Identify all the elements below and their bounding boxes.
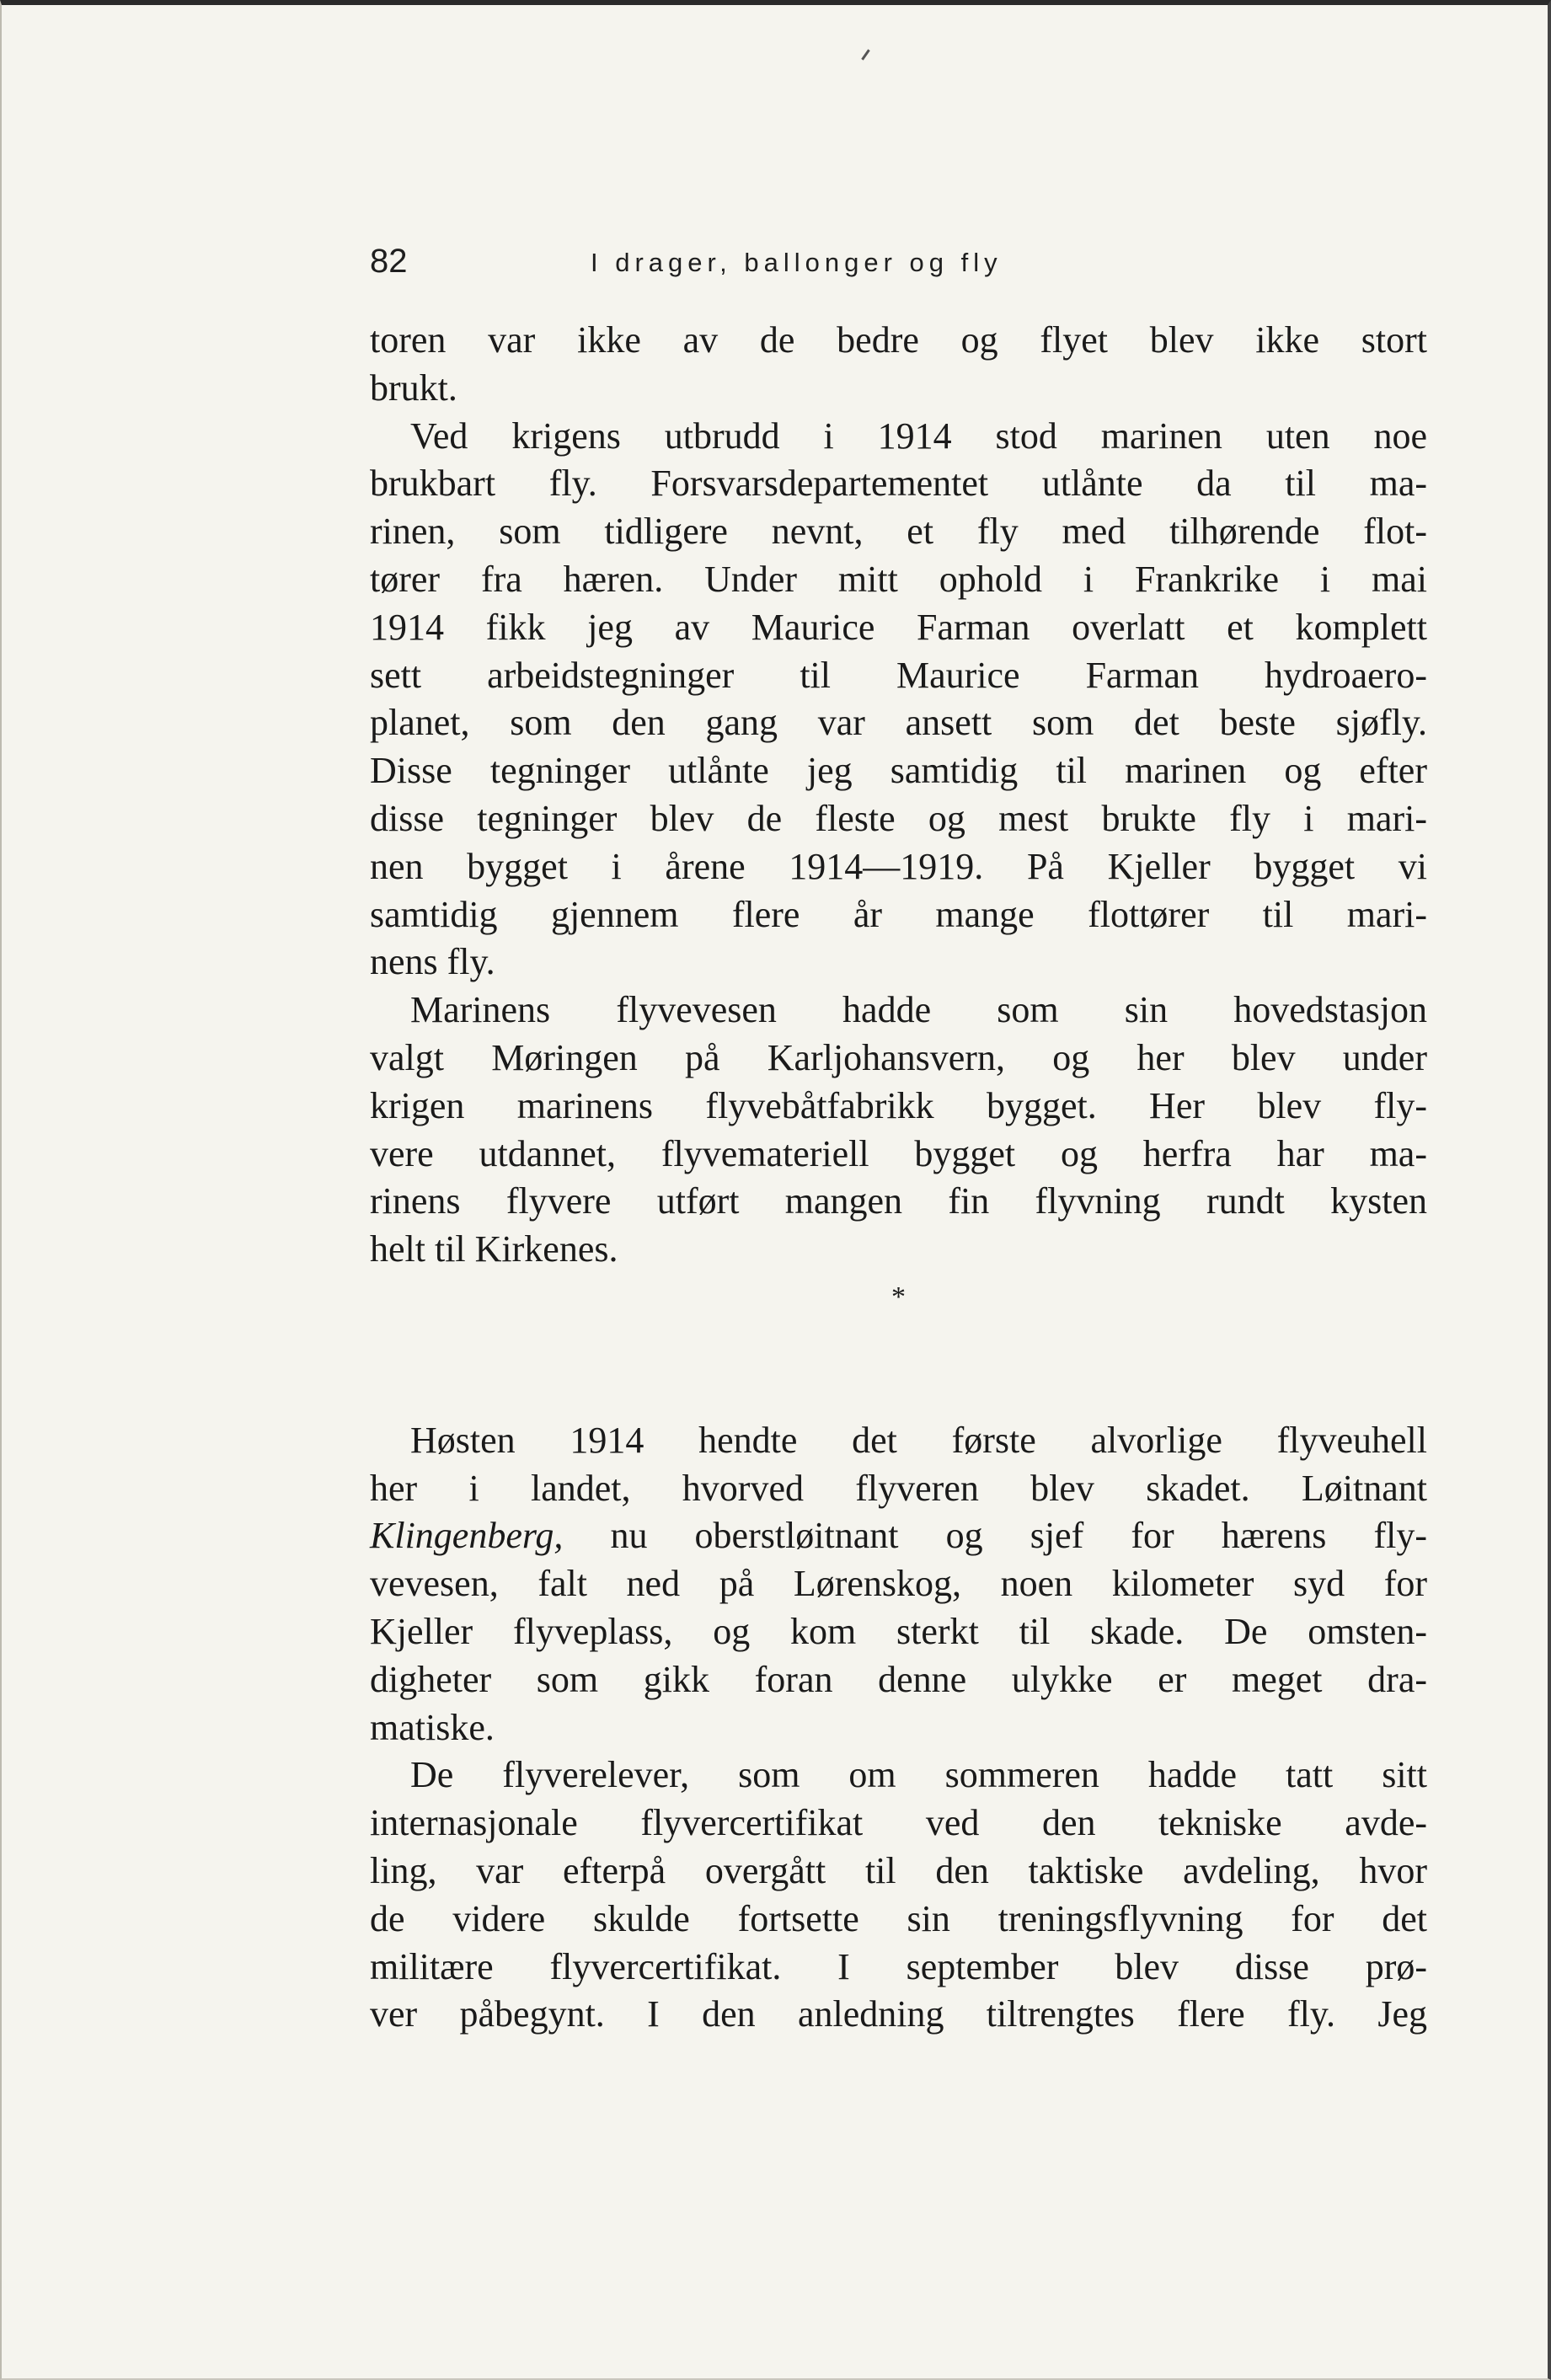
paragraph-first-line: Marinens flyvevesen hadde som sin hovedstasjon bbox=[410, 989, 1427, 1031]
text-line: her i landet, hvorved flyveren blev skadet. Løitnant bbox=[370, 1467, 1427, 1509]
text-line: matiske. bbox=[370, 1706, 495, 1748]
paragraph-first-line: Høsten 1914 hendte det første alvorlige flyveuhell bbox=[410, 1419, 1427, 1461]
text-line: 1914 fikk jeg av Maurice Farman overlatt et komplett bbox=[370, 606, 1427, 648]
section-break-asterisk: * bbox=[891, 1281, 906, 1313]
text-line: vevesen, falt ned på Lørenskog, noen kilometer syd for bbox=[370, 1563, 1427, 1605]
text-line: de videre skulde fortsette sin treningsflyvning for det bbox=[370, 1897, 1427, 1939]
text-line: vere utdannet, flyvemateriell bygget og herfra har ma- bbox=[370, 1132, 1427, 1174]
text-line: ver påbegynt. I den anledning tiltrengtes flere fly. Jeg bbox=[370, 1993, 1427, 2035]
text-line: samtidig gjennem flere år mange flottører til mari- bbox=[370, 893, 1427, 935]
text-line: militære flyvercertifikat. I september blev disse prø- bbox=[370, 1945, 1427, 1987]
text-line: Disse tegninger utlånte jeg samtidig til marinen og efter bbox=[370, 750, 1427, 792]
paragraph-first-line: Ved krigens utbrudd i 1914 stod marinen uten noe bbox=[410, 414, 1427, 457]
text-line: valgt Møringen på Karljohansvern, og her blev under bbox=[370, 1036, 1427, 1078]
text-line: disse tegninger blev de fleste og mest brukte fly i mari- bbox=[370, 797, 1427, 839]
text-line: digheter som gikk foran denne ulykke er meget dra- bbox=[370, 1658, 1427, 1700]
body-text bbox=[370, 317, 1427, 2039]
paragraph-first-line: De flyverelever, som om sommeren hadde tatt sitt bbox=[410, 1754, 1427, 1796]
text-line: nens fly. bbox=[370, 941, 495, 983]
text-line: helt til Kirkenes. bbox=[370, 1228, 618, 1270]
text-line: ling, var efterpå overgått til den taktiske avdeling, hvor bbox=[370, 1849, 1427, 1891]
text-line: brukt. bbox=[370, 366, 457, 409]
text-line: internasjonale flyvercertifikat ved den tekniske avde- bbox=[370, 1802, 1427, 1844]
page-number: 82 bbox=[370, 243, 408, 280]
text-line: brukbart fly. Forsvarsdepartementet utlånte da til ma- bbox=[370, 463, 1427, 505]
page-header bbox=[370, 243, 1431, 293]
text-line: krigen marinens flyvebåtfabrikk bygget. Her blev fly- bbox=[370, 1084, 1427, 1126]
text-line: rinens flyvere utført mangen fin flyvning rundt kysten bbox=[370, 1180, 1427, 1222]
text-line: nen bygget i årene 1914—1919. På Kjeller bygget vi bbox=[370, 845, 1427, 887]
text-line: sett arbeidstegninger til Maurice Farman hydroaero- bbox=[370, 654, 1427, 696]
text-line: planet, som den gang var ansett som det beste sjøfly. bbox=[370, 702, 1427, 744]
stray-pencil-mark bbox=[861, 49, 869, 60]
italic-person-name: Klingenberg, bbox=[370, 1515, 564, 1557]
running-title: I drager, ballonger og fly bbox=[591, 248, 1003, 277]
text-line-rest: nu oberstløitnant og sjef for hærens fly- bbox=[563, 1515, 1427, 1557]
text-line: tører fra hæren. Under mitt ophold i Frankrike i mai bbox=[370, 558, 1427, 600]
text-line: Kjeller flyveplass, og kom sterkt til skade. De omsten- bbox=[370, 1610, 1427, 1652]
text-line: toren var ikke av de bedre og flyet blev ikke stort bbox=[370, 319, 1427, 361]
text-line-with-name bbox=[370, 1512, 1427, 1560]
section-gap bbox=[370, 1322, 1427, 1417]
text-line: rinen, som tidligere nevnt, et fly med tilhørende flot- bbox=[370, 511, 1427, 553]
